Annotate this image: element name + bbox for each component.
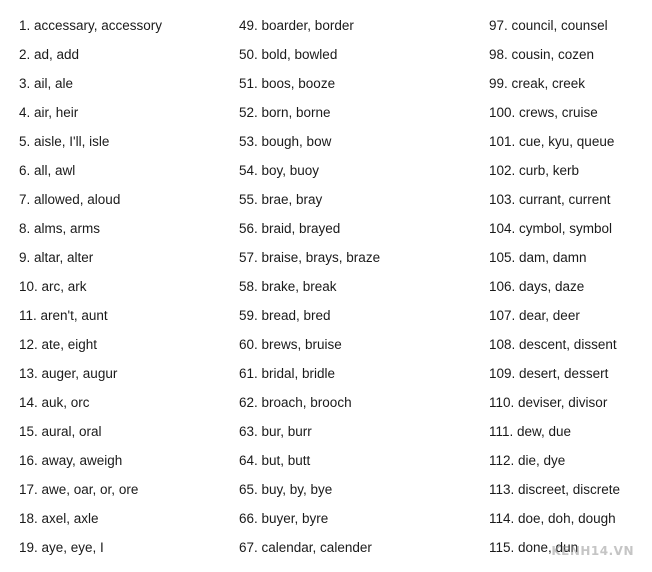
homophone-entry: 10. arc, ark	[19, 279, 87, 294]
homophone-entry: 3. ail, ale	[19, 76, 74, 91]
homophone-entry: 102. curb, kerb	[489, 163, 580, 178]
homophone-entry: 15. aural, oral	[19, 424, 102, 439]
homophone-entry: 115. done, dun	[489, 540, 579, 555]
homophone-entry: 112. die, dye	[489, 453, 566, 468]
homophone-entry: 13. auger, augur	[19, 366, 118, 381]
homophone-entry: 65. buy, by, bye	[239, 482, 333, 497]
homophone-entry: 64. but, butt	[239, 453, 311, 468]
homophone-entry: 108. descent, dissent	[489, 337, 617, 352]
homophone-entry: 55. brae, bray	[239, 192, 323, 207]
homophone-entry: 63. bur, burr	[239, 424, 312, 439]
homophone-entry: 67. calendar, calender	[239, 540, 372, 555]
homophone-entry: 7. allowed, aloud	[19, 192, 121, 207]
homophone-entry: 52. born, borne	[239, 105, 331, 120]
homophone-entry: 100. crews, cruise	[489, 105, 598, 120]
homophone-entry: 104. cymbol, symbol	[489, 221, 613, 236]
homophone-entry: 11. aren't, aunt	[19, 308, 108, 323]
homophones-column-2	[239, 13, 380, 564]
homophone-entry: 4. air, heir	[19, 105, 79, 120]
homophone-entry: 62. broach, brooch	[239, 395, 352, 410]
homophone-entry: 50. bold, bowled	[239, 47, 338, 62]
homophone-entry: 114. doe, doh, dough	[489, 511, 616, 526]
homophone-entry: 14. auk, orc	[19, 395, 90, 410]
homophones-column-1	[19, 13, 162, 564]
homophone-entry: 6. all, awl	[19, 163, 76, 178]
homophone-entry: 58. brake, break	[239, 279, 337, 294]
homophone-entry: 109. desert, dessert	[489, 366, 609, 381]
homophone-entry: 111. dew, due	[489, 424, 572, 439]
homophone-entry: 54. boy, buoy	[239, 163, 320, 178]
homophone-entry: 8. alms, arms	[19, 221, 101, 236]
homophone-entry: 1. accessary, accessory	[19, 18, 163, 33]
homophone-entry: 19. aye, eye, I	[19, 540, 104, 555]
homophone-entry: 99. creak, creek	[489, 76, 586, 91]
homophone-entry: 49. boarder, border	[239, 18, 354, 33]
homophones-column-3	[489, 13, 620, 564]
homophone-entry: 110. deviser, divisor	[489, 395, 608, 410]
homophone-entry: 16. away, aweigh	[19, 453, 123, 468]
homophone-entry: 51. boos, booze	[239, 76, 336, 91]
homophone-entry: 98. cousin, cozen	[489, 47, 595, 62]
homophone-entry: 60. brews, bruise	[239, 337, 342, 352]
homophone-entry: 101. cue, kyu, queue	[489, 134, 615, 149]
homophone-entry: 9. altar, alter	[19, 250, 94, 265]
homophone-entry: 107. dear, deer	[489, 308, 580, 323]
homophone-entry: 66. buyer, byre	[239, 511, 329, 526]
homophone-entry: 17. awe, oar, or, ore	[19, 482, 139, 497]
homophone-entry: 12. ate, eight	[19, 337, 98, 352]
homophone-entry: 18. axel, axle	[19, 511, 99, 526]
homophone-entry: 2. ad, add	[19, 47, 80, 62]
homophone-entry: 57. braise, brays, braze	[239, 250, 381, 265]
homophone-entry: 56. braid, brayed	[239, 221, 341, 236]
homophone-entry: 59. bread, bred	[239, 308, 331, 323]
homophone-entry: 106. days, daze	[489, 279, 585, 294]
homophone-entry: 113. discreet, discrete	[489, 482, 621, 497]
homophone-entry: 53. bough, bow	[239, 134, 332, 149]
site-watermark: KENH14.VN	[551, 544, 634, 558]
homophone-entry: 5. aisle, I'll, isle	[19, 134, 110, 149]
homophone-entry: 105. dam, damn	[489, 250, 587, 265]
homophone-entry: 103. currant, current	[489, 192, 611, 207]
homophone-entry: 97. council, counsel	[489, 18, 608, 33]
homophone-entry: 61. bridal, bridle	[239, 366, 336, 381]
